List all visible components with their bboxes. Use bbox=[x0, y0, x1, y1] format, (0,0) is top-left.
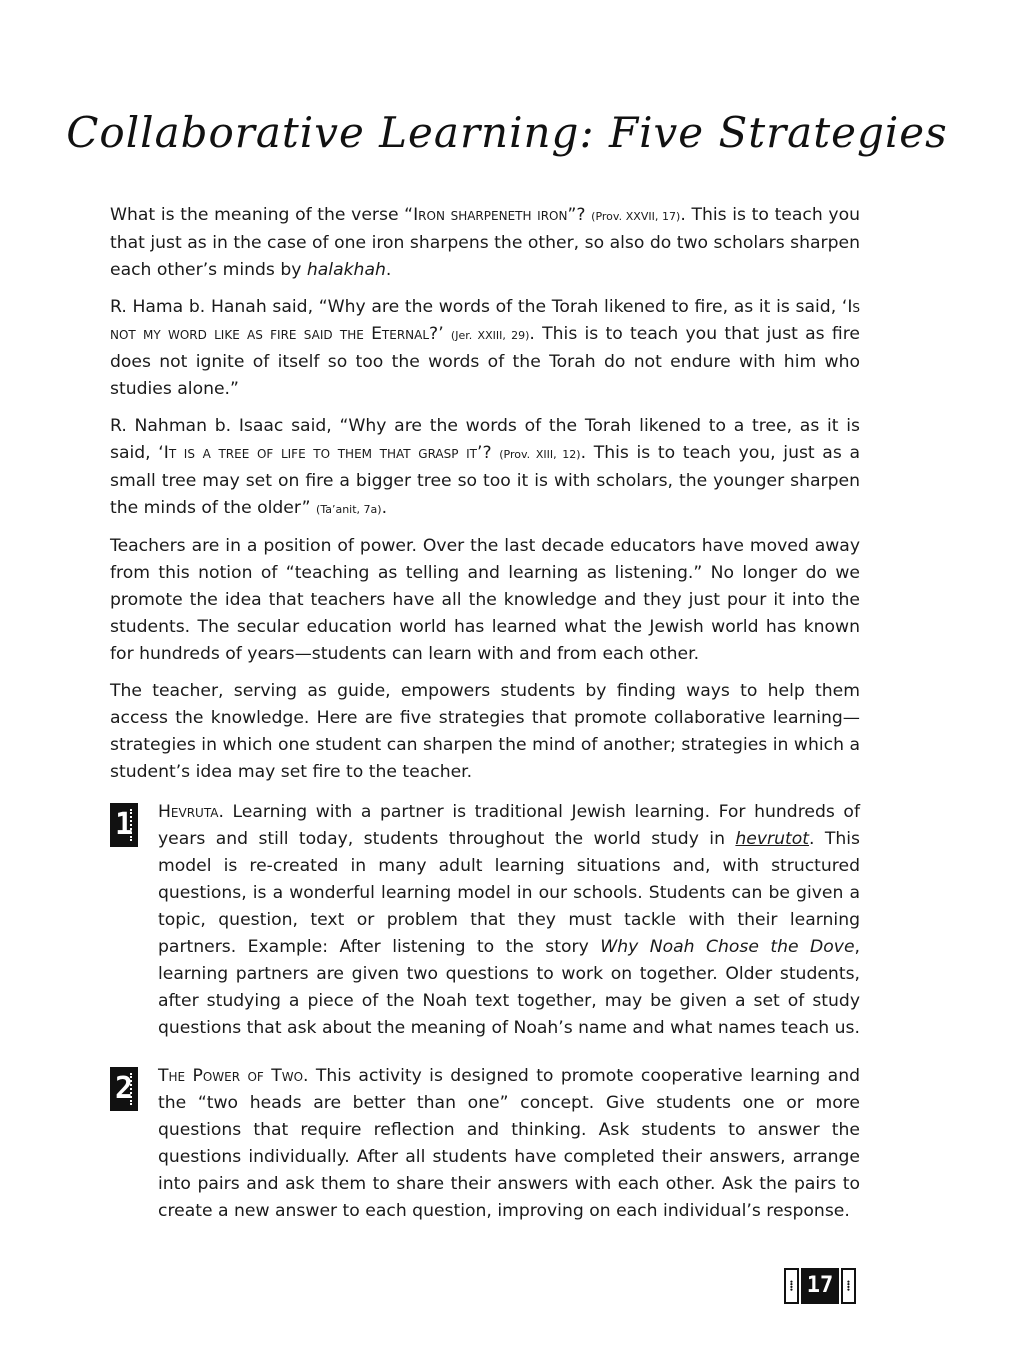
strategy-1 bbox=[110, 799, 860, 1042]
paragraph-teachers: Teachers are in a position of power. Over the last decade educators have moved away from this notion of “teaching as telling and learning as listening.” No longer do we promote the idea that teachers have all the knowledge and they just pour it into the students. The secular education world has learned what the Jewish world has known for hundreds of years—students can learn with and from each other. bbox=[110, 536, 860, 664]
page-number-ornament-icon: ⁞ bbox=[841, 1268, 856, 1304]
page-number-digits: 17 bbox=[801, 1268, 839, 1304]
paragraph-guide: The teacher, serving as guide, empowers students by finding ways to help them access the knowledge. Here are five strategies that promote collaborative learning—strategies in which one student can sharpen the mind of another; strategies in which a student’s idea may set fire to the teacher. bbox=[110, 681, 860, 782]
strategy-text: Hevruta. Learning with a partner is traditional Jewish learning. For hundreds of years and still today, students throughout the world study in hevrutot. This model is re-created in many adult learning situations and, with structured questions, is a wonderful learning model in our schools. Students can be given a topic, question, text or problem that they must tackle with their learning partners. Example: After listening to the story Why Noah Chose the Dove, learning partners are given two questions to work on together. Older students, after studying a piece of the Noah text together, may be given a set of study questions that ask about the meaning of Noah’s name and what names teach us. bbox=[158, 802, 860, 1038]
strategy-heading: The Power of Two bbox=[158, 1066, 304, 1086]
citation: (Prov. XXVII, 17) bbox=[591, 210, 681, 223]
strategy-heading: Hevruta bbox=[158, 802, 219, 822]
strategy-number-badge: 2 bbox=[110, 1067, 138, 1111]
strategy-text: The Power of Two. This activity is designed to promote cooperative learning and the “two heads are better than one” concept. Give students one or more questions that require reflection and thinking. Ask students to answer the questions individually. After all students have completed their answers, arrange into pairs and ask them to share their answers with each other. Ask the pairs to create a new answer to each question, improving on each individual’s response. bbox=[158, 1066, 860, 1221]
paragraph-fire: R. Hama b. Hanah said, “Why are the words of the Torah likened to fire, as it is said, ‘Is not my word like as fire said the Eternal?’ (Jer. XXIII, 29). This is to teach you that just as fire does not ignite of itself so too the words of the Torah do not endure with him who studies alone.” bbox=[110, 297, 860, 399]
citation: (Jer. XXIII, 29) bbox=[450, 329, 530, 342]
paragraph-iron: What is the meaning of the verse “Iron sharpeneth iron”? (Prov. XXVII, 17). This is to teach you that just as in the case of one iron sharpens the other, so also do two scholars sharpen each other’s minds by halakhah. bbox=[110, 205, 861, 280]
page-title: Collaborative Learning: Five Strategies bbox=[66, 108, 948, 157]
page-number bbox=[784, 1268, 856, 1304]
citation: (Prov. XIII, 12) bbox=[499, 448, 581, 461]
strategy-number-badge: 1 bbox=[110, 803, 138, 847]
strategy-2 bbox=[110, 1063, 860, 1225]
paragraph-tree: R. Nahman b. Isaac said, “Why are the words of the Torah likened to a tree, as it is said, ‘It is a tree of life to them that grasp it’? (Prov. XIII, 12). This is to teach you, just as a small tree may set on fire a bigger tree so too it is with scholars, the younger sharpen the minds of the older” (Ta’anit, 7a). bbox=[110, 416, 860, 518]
citation: (Ta’anit, 7a) bbox=[316, 503, 382, 516]
page-number-ornament-icon: ⁞ bbox=[784, 1268, 799, 1304]
intro-text bbox=[110, 202, 860, 796]
